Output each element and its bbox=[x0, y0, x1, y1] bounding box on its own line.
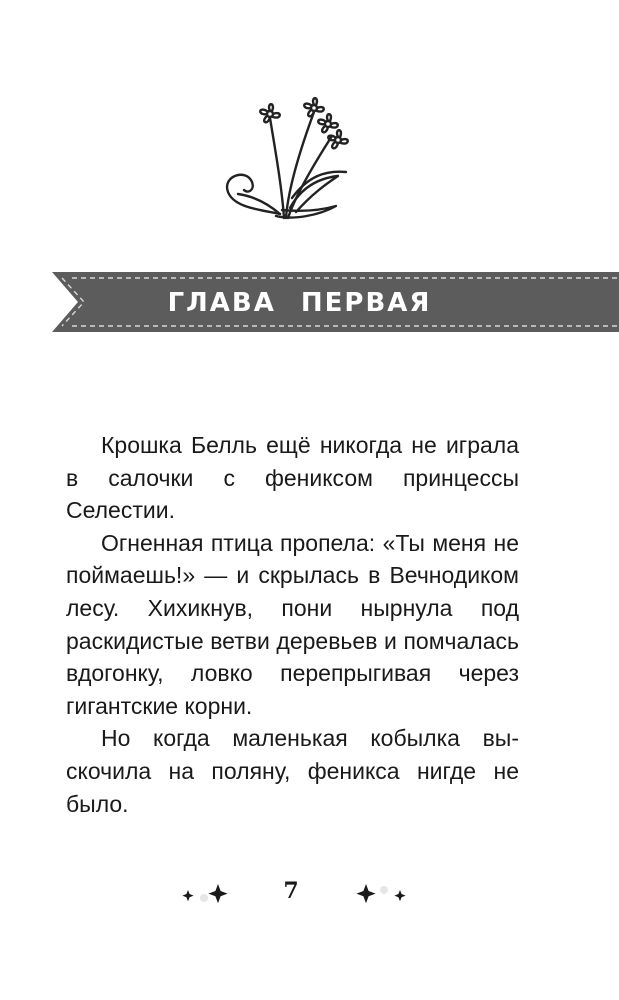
paragraph: Огненная птица пропела: «Ты меня не поймаешь!» — и скрылась в Вечнодиком лесу. Хихикнув, пони нырнула под раскидистые ветви деревьев и помчалась вдогонку, ловко перепрыгивая через гигантские корни. bbox=[66, 529, 519, 719]
chapter-body bbox=[66, 429, 519, 820]
flower-icon bbox=[222, 90, 362, 225]
paragraph: Крошка Белль ещё никогда не играла в салочки с фениксом принцессы Селестии. bbox=[66, 432, 519, 524]
paragraph: Но когда маленькая кобылка выскочила на поляну, феникса нигде не было. bbox=[66, 725, 519, 817]
sparkle-stars-icon bbox=[356, 884, 405, 903]
chapter-title: ГЛАВА ПЕРВАЯ bbox=[167, 288, 432, 318]
footer-ornaments bbox=[0, 876, 619, 916]
sparkle-stars-icon bbox=[182, 884, 227, 903]
page-number: 7 bbox=[283, 878, 299, 904]
